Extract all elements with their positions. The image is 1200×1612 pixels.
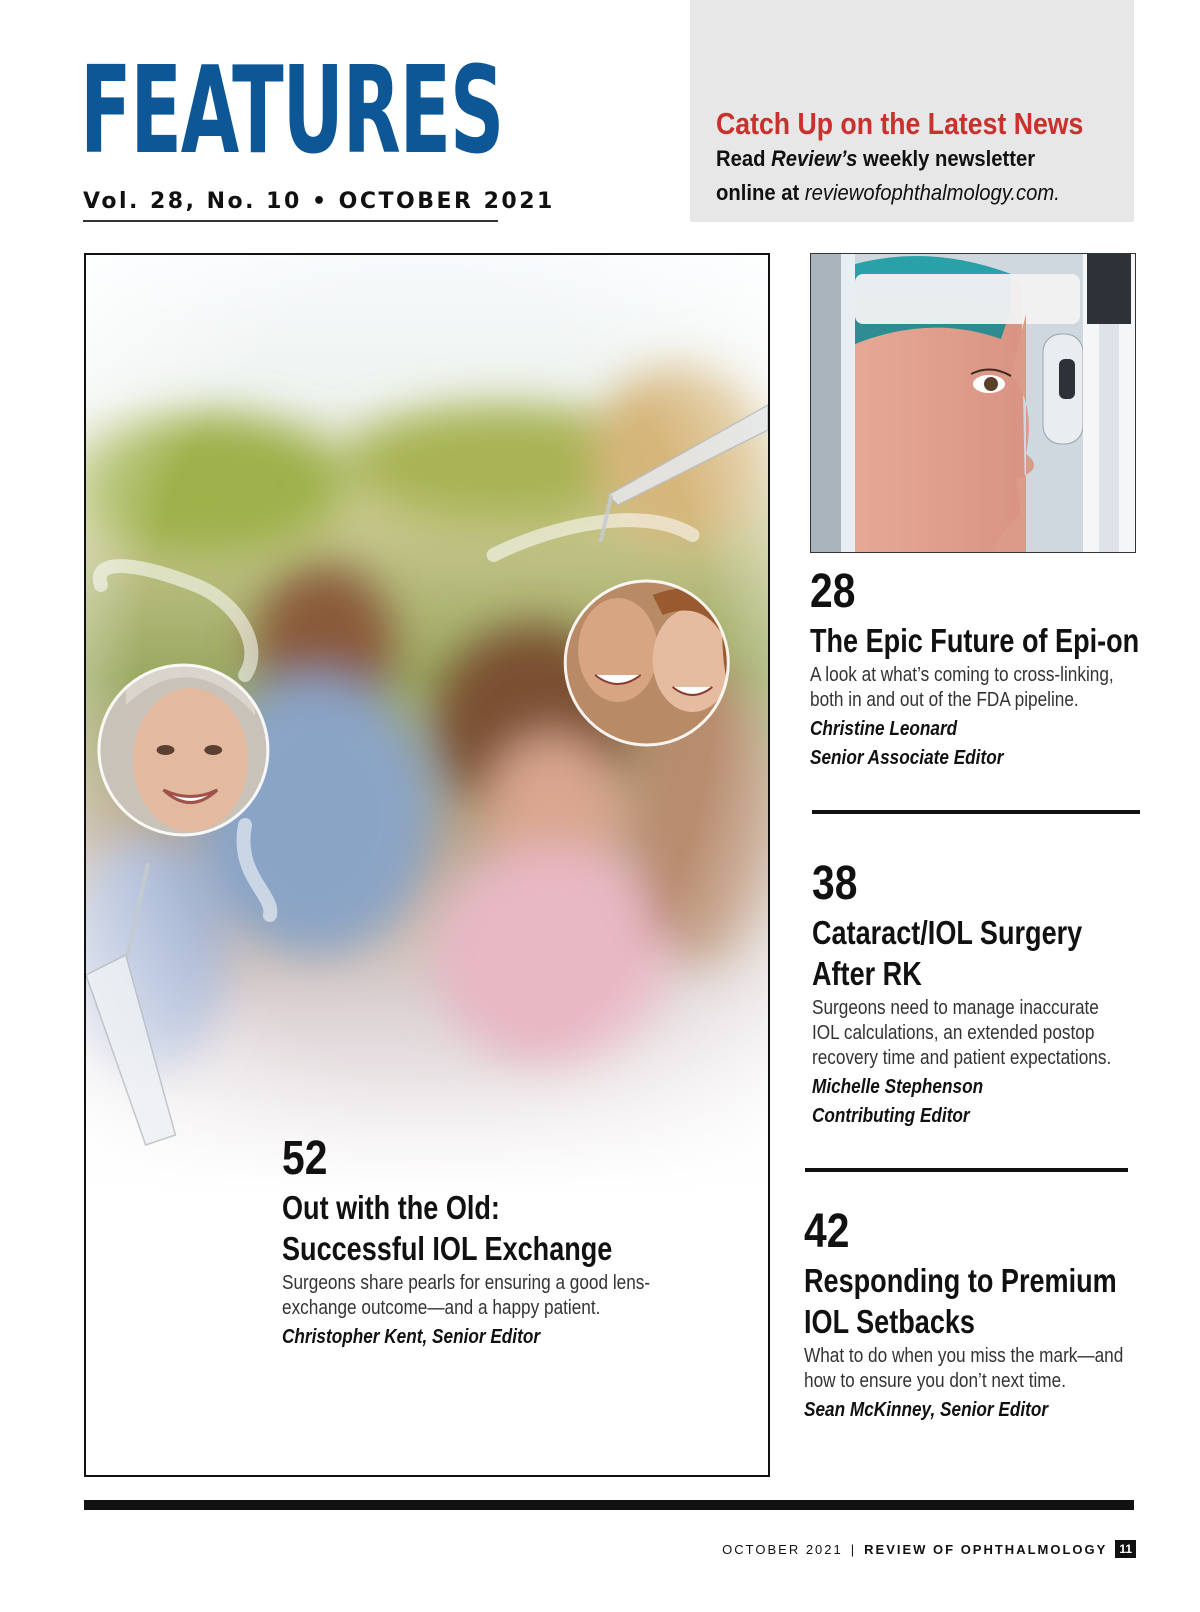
feature-52-headline-line-2: Successful IOL Exchange <box>282 1230 613 1267</box>
footer-publication: REVIEW OF OPHTHALMOLOGY <box>864 1541 1108 1557</box>
page-number: 11 <box>1115 1540 1136 1558</box>
newsletter-line-1 <box>716 146 1035 172</box>
feature-28-dek-line-2: both in and out of the FDA pipeline. <box>810 689 1079 711</box>
newsletter-line-1-prefix: Read <box>716 146 772 171</box>
feature-52[interactable] <box>282 1132 710 1352</box>
feature-28-byline-title: Senior Associate Editor <box>810 747 1004 769</box>
newsletter-line-2-prefix: online at <box>716 180 805 205</box>
feature-38-headline-line-2: After RK <box>812 955 922 992</box>
feature-52-dek-line-1: Surgeons share pearls for ensuring a good lens- <box>282 1272 651 1294</box>
feature-28-number: 28 <box>810 565 856 618</box>
newsletter-promo-box <box>690 0 1134 222</box>
eye-exam-illustration <box>811 254 1136 553</box>
feature-28-headline: The Epic Future of Epi-on <box>810 622 1140 659</box>
cover-story-frame <box>84 253 770 1477</box>
footer-date: OCTOBER 2021 <box>722 1541 843 1557</box>
feature-28-photo <box>810 253 1136 553</box>
footer-separator: | <box>850 1541 857 1557</box>
feature-38-dek-line-1: Surgeons need to manage inaccurate <box>812 997 1099 1019</box>
feature-38-number: 38 <box>812 857 858 910</box>
feature-38[interactable] <box>812 857 1160 1131</box>
feature-52-number: 52 <box>282 1132 328 1185</box>
feature-52-byline: Christopher Kent, Senior Editor <box>282 1326 541 1348</box>
feature-42-byline: Sean McKinney, Senior Editor <box>804 1399 1049 1421</box>
feature-28[interactable] <box>810 565 1200 773</box>
newsletter-heading: Catch Up on the Latest News <box>716 106 1084 141</box>
feature-42-headline-line-2: IOL Setbacks <box>804 1303 975 1340</box>
section-divider <box>805 1168 1128 1172</box>
feature-42[interactable] <box>804 1205 1185 1425</box>
page-bottom-rule <box>84 1500 1134 1510</box>
feature-28-dek-line-1: A look at what’s coming to cross-linking, <box>810 664 1114 686</box>
newsletter-line-1-italic: Review’s <box>771 146 858 171</box>
feature-38-headline-line-1: Cataract/IOL Surgery <box>812 914 1083 951</box>
feature-52-dek-line-2: exchange outcome—and a happy patient. <box>282 1297 601 1319</box>
feature-38-dek-line-2: IOL calculations, an extended postop <box>812 1022 1095 1044</box>
feature-42-dek-line-1: What to do when you miss the mark—and <box>804 1345 1124 1367</box>
feature-38-byline-name: Michelle Stephenson <box>812 1076 984 1098</box>
feature-42-headline-line-1: Responding to Premium <box>804 1262 1117 1299</box>
newsletter-line-2 <box>716 180 1060 206</box>
newsletter-url-link[interactable]: reviewofophthalmology.com. <box>804 180 1060 205</box>
feature-42-dek-line-2: how to ensure you don’t next time. <box>804 1370 1066 1392</box>
feature-52-headline-line-1: Out with the Old: <box>282 1189 500 1226</box>
section-divider <box>812 810 1140 814</box>
newsletter-line-1-suffix: weekly newsletter <box>857 146 1036 171</box>
issue-line: Vol. 28, No. 10 • OCTOBER 2021 <box>83 189 498 222</box>
feature-38-dek-line-3: recovery time and patient expectations. <box>812 1047 1112 1069</box>
feature-38-byline-title: Contributing Editor <box>812 1105 970 1127</box>
feature-42-number: 42 <box>804 1205 850 1258</box>
section-title: FEATURES <box>80 42 504 181</box>
page-footer <box>722 1540 1136 1558</box>
feature-28-byline-name: Christine Leonard <box>810 718 958 740</box>
cover-story-photo <box>86 255 768 1195</box>
